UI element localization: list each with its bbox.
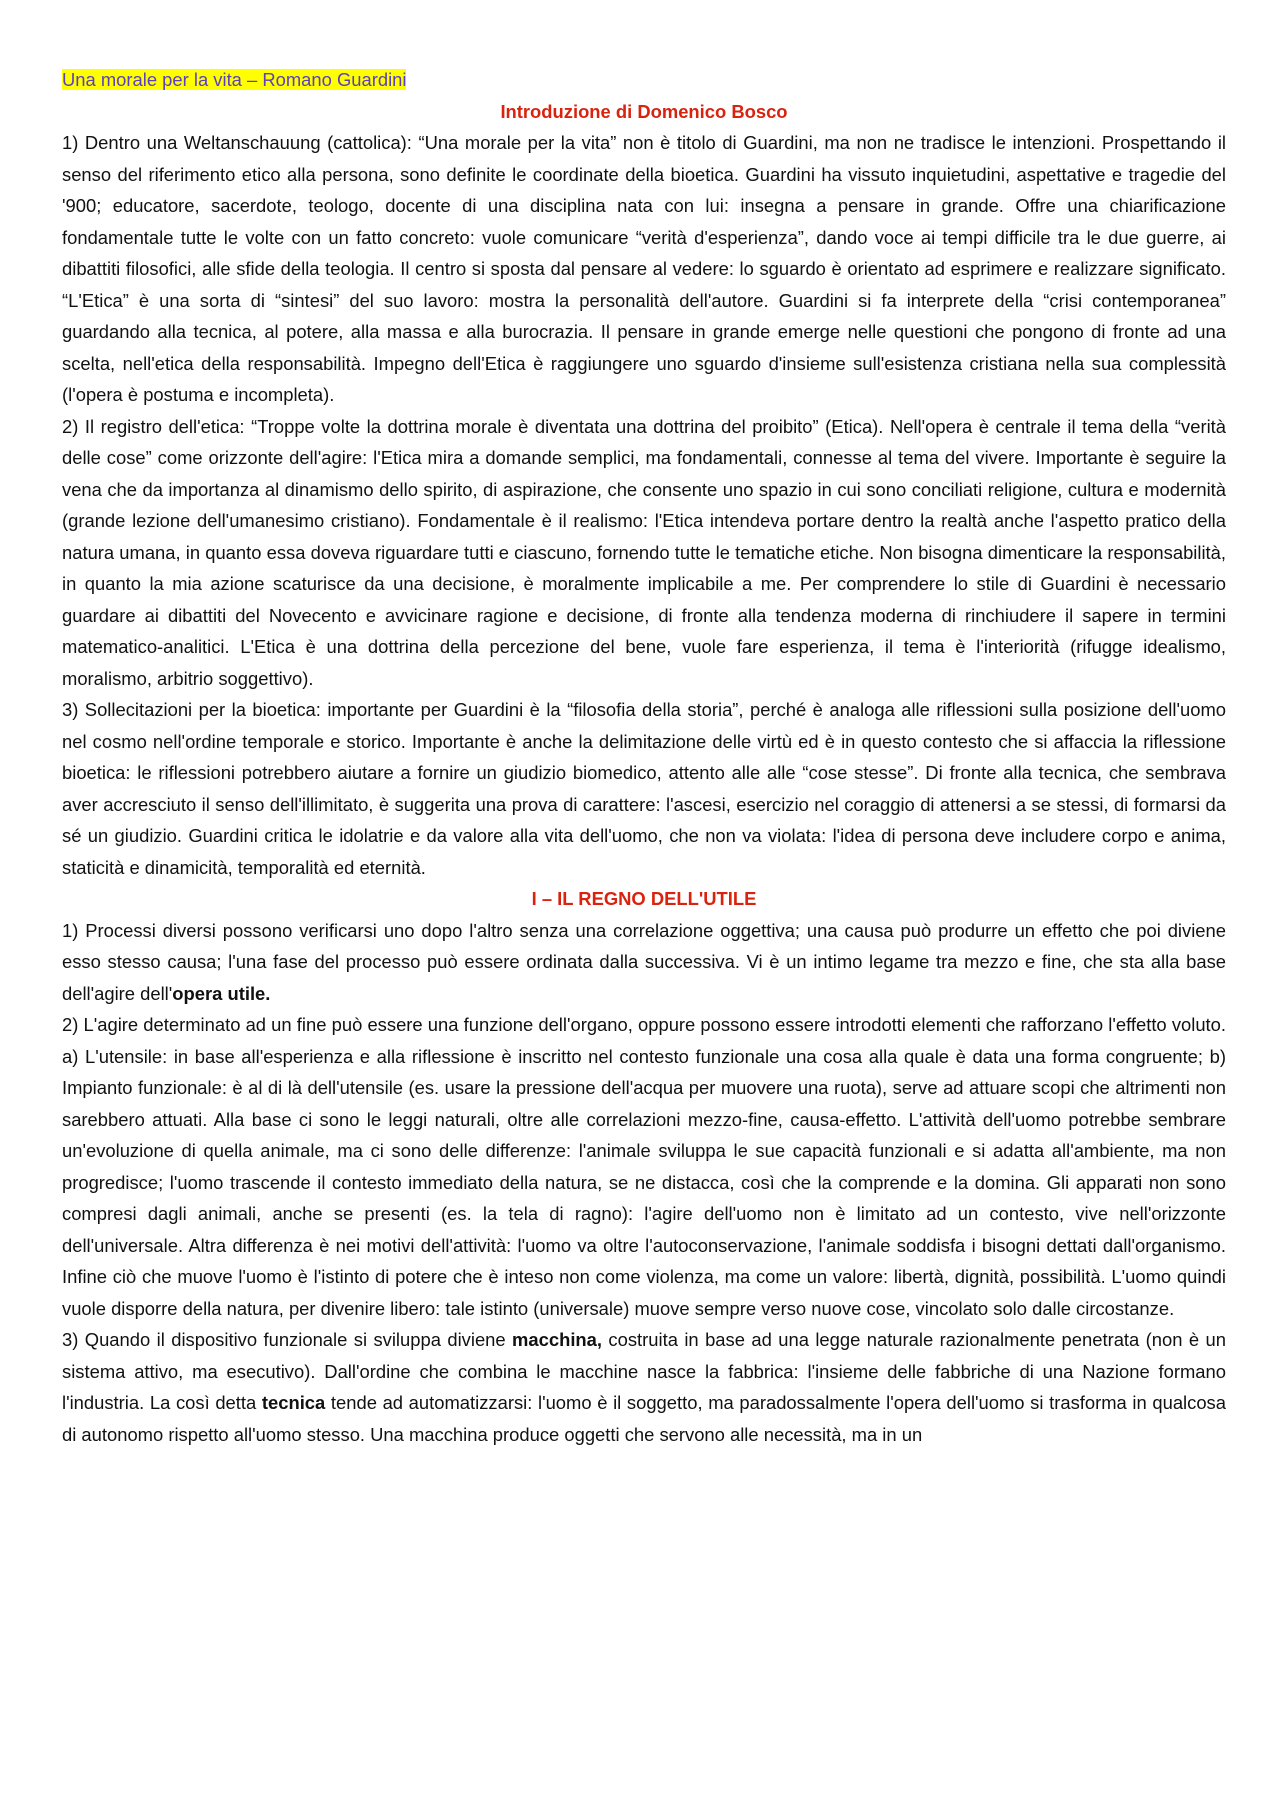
document-page <box>62 64 1226 1450</box>
chapter-paragraph-2: 2) L'agire determinato ad un fine può essere una funzione dell'organo, oppure possono essere introdotti elementi che rafforzano l'effetto voluto. a) L'utensile: in base all'esperienza e alla riflessione è inscritto nel contesto funzionale una cosa alla quale è data una forma congruente; b) Impianto funzionale: è al di là dell'utensile (es. usare la pressione dell'acqua per muovere una ruota), serve ad attuare scopi che altrimenti non sarebbero attuati. Alla base ci sono le leggi naturali, oltre alle correlazioni mezzo-fine, causa-effetto. L'attività dell'uomo potrebbe sembrare un'evoluzione di quella animale, ma ci sono delle differenze: l'animale sviluppa le sue capacità funzionali e si adatta all'ambiente, ma non progredisce; l'uomo trascende il contesto immediato della natura, se ne distacca, così che la comprende e la domina. Gli apparati non sono compresi dagli animali, anche se presenti (es. la tela di ragno): l'agire dell'uomo non è limitato ad un contesto, vive nell'orizzonte dell'universale. Altra differenza è nei motivi dell'attività: l'uomo va oltre l'autoconservazione, l'animale soddisfa i bisogni dettati dall'organismo. Infine ciò che muove l'uomo è l'istinto di potere che è inteso non come violenza, ma come un valore: libertà, dignità, possibilità. L'uomo quindi vuole disporre della natura, per divenire libero: tale istinto (universale) muove sempre verso nuove cose, vincolato solo dalle circostanze. <box>62 1014 1226 1319</box>
intro-heading: Introduzione di Domenico Bosco <box>500 100 788 122</box>
intro-paragraph-3: 3) Sollecitazioni per la bioetica: importante per Guardini è la “filosofia della storia”, perché è analoga alle riflessioni sulla posizione dell'uomo nel cosmo nell'ordine temporale e storico. Importante è anche la delimitazione delle virtù ed è in questo contesto che si affaccia la riflessione bioetica: le riflessioni potrebbero aiutare a fornire un giudizio biomedico, attento alle alle “cose stesse”. Di fronte alla tecnica, che sembrava aver accresciuto il senso dell'illimitato, è suggerita una prova di carattere: l'ascesi, esercizio nel coraggio di attenersi a se stessi, di formarsi da sé un giudizio. Guardini critica le idolatrie e da valore alla vita dell'uomo, che non va violata: l'idea di persona deve includere corpo e anima, staticità e dinamicità, temporalità ed eternità. <box>62 699 1226 878</box>
chapter-paragraph-1: 1) Processi diversi possono verificarsi uno dopo l'altro senza una correlazione oggettiva; una causa può produrre un effetto che poi diviene esso stesso causa; l'una fase del processo può essere ordinata dalla successiva. Vi è un intimo legame tra mezzo e fine, che sta alla base dell'agire dell'opera utile. <box>62 919 1226 1004</box>
chapter-paragraph-3: 3) Quando il dispositivo funzionale si sviluppa diviene macchina, costruita in base ad una legge naturale razionalmente penetrata (non è un sistema attivo, ma esecutivo). Dall'ordine che combina le macchine nasce la fabbrica: l'insieme delle fabbriche di una Nazione formano l'industria. La così detta tecnica tende ad automatizzarsi: l'uomo è il soggetto, ma paradossalmente l'opera dell'uomo si trasforma in qualcosa di autonomo rispetto all'uomo stesso. Una macchina produce oggetti che servono alle necessità, ma in un <box>62 1329 1227 1445</box>
intro-paragraph-2: 2) Il registro dell'etica: “Troppe volte la dottrina morale è diventata una dottrina del proibito” (Etica). Nell'opera è centrale il tema della “verità delle cose” come orizzonte dell'agire: l'Etica mira a domande semplici, ma fondamentali, connesse al tema del vivere. Importante è seguire la vena che da importanza al dinamismo dello spirito, di aspirazione, che consente uno spazio in cui sono conciliati religione, cultura e modernità (grande lezione dell'umanesimo cristiano). Fondamentale è il realismo: l'Etica intendeva portare dentro la realtà anche l'aspetto pratico della natura umana, in quanto essa doveva riguardare tutti e ciascuno, fornendo tutte le tematiche etiche. Non bisogna dimenticare la responsabilità, in quanto la mia azione scaturisce da una decisione, è moralmente implicabile a me. Per comprendere lo stile di Guardini è necessario guardare ai dibattiti del Novecento e avvicinare ragione e decisione, di fronte alla tendenza moderna di rinchiudere il sapere in termini matematico-analitici. L'Etica è una dottrina della percezione del bene, vuole fare esperienza, il tema è l'interiorità (rifugge idealismo, moralismo, arbitrio soggettivo). <box>62 415 1226 689</box>
chapter-heading: I – IL REGNO DELL'UTILE <box>531 888 757 909</box>
intro-paragraph-1: 1) Dentro una Weltanschauung (cattolica): “Una morale per la vita” non è titolo di Guardini, ma non ne tradisce le intenzioni. Prospettando il senso del riferimento etico alla persona, sono definite le coordinate della bioetica. Guardini ha vissuto inquietudini, aspettative e tragedie del '900; educatore, sacerdote, teologo, docente di una disciplina nata con lui: insegna a pensare in grande. Offre una chiarificazione fondamentale tutte le volte con un fatto concreto: vuole comunicare “verità d'esperienza”, dando voce ai tempi difficile tra le due guerre, ai dibattiti filosofici, alle sfide della teologia. Il centro si sposta dal pensare al vedere: lo sguardo è orientato ad esprimere e realizzare significato. “L'Etica” è una sorta di “sintesi” del suo lavoro: mostra la personalità dell'autore. Guardini si fa interprete della “crisi contemporanea” guardando alla tecnica, al potere, alla massa e alla burocrazia. Il pensare in grande emerge nelle questioni che pongono di fronte ad una scelta, nell'etica della responsabilità. Impegno dell'Etica è raggiungere uno sguardo d'insieme sull'esistenza cristiana nella sua complessità (l'opera è postuma e incompleta). <box>62 132 1226 405</box>
document-title: Una morale per la vita – Romano Guardini <box>62 69 407 90</box>
